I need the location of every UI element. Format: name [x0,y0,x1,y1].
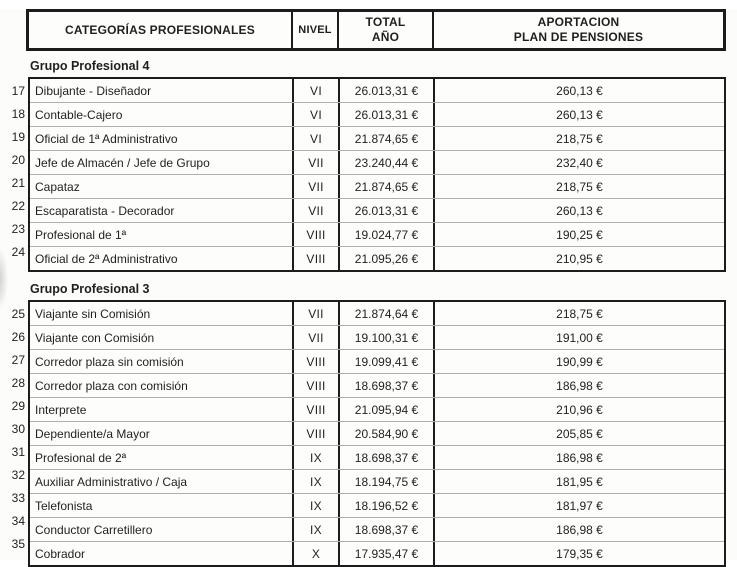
table-row [30,302,724,326]
table-row [30,103,724,127]
cell-nivel: VI [294,127,340,150]
cell-nivel: VIII [294,247,340,270]
table-row [30,175,724,199]
header-categorias-profesionales [29,12,293,48]
cell-nivel: VIII [294,350,340,373]
group-section [0,282,737,567]
cell-nivel: VII [294,175,340,198]
table-row [30,199,724,223]
header-aportacion-plan-pensiones [434,12,723,48]
cell-aportacion: 191,00 € [556,330,603,345]
table-row [30,446,724,470]
row-number: 18 [11,106,25,121]
header-categorias-label: CATEGORÍAS PROFESIONALES [65,22,255,37]
table-row [30,518,724,542]
row-number: 34 [11,513,25,528]
cell-category: Escaparatista - Decorador [30,199,294,222]
cell-nivel: IX [294,494,340,517]
cell-total-ano: 21.095,94 € [340,398,435,421]
table-row [30,542,724,565]
row-number-column [0,300,28,567]
cell-aportacion: 190,99 € [556,354,603,369]
cell-nivel: VII [294,151,340,174]
cell-category: Dependiente/a Mayor [30,422,294,445]
group-table [0,300,726,567]
cell-total-ano: 18.698,37 € [340,518,435,541]
row-number-column [0,77,28,272]
cell-total-ano: 17.935,47 € [340,542,435,565]
header-nivel-label: NIVEL [298,23,332,36]
cell-aportacion: 181,95 € [556,474,603,489]
row-number: 32 [11,467,25,482]
cell-category: Dibujante - Diseñador [30,79,294,102]
table-row [30,79,724,103]
cell-aportacion: 179,35 € [556,546,603,561]
cell-category: Profesional de 1ª [30,223,294,246]
table-header-row [26,9,726,51]
cell-nivel: VII [294,302,340,325]
cell-category: Corredor plaza sin comisión [30,350,294,373]
cell-aportacion: 186,98 € [556,522,603,537]
cell-total-ano: 18.196,52 € [340,494,435,517]
cell-aportacion: 260,13 € [556,203,603,218]
group-table [0,77,726,272]
cell-category: Corredor plaza con comisión [30,374,294,397]
cell-aportacion: 190,25 € [556,227,603,242]
groups-container [0,59,737,567]
cell-total-ano: 18.194,75 € [340,470,435,493]
row-number: 23 [11,221,25,236]
table-row [30,374,724,398]
group-title: Grupo Profesional 4 [30,59,150,73]
table-row [30,326,724,350]
row-number: 17 [11,83,25,98]
cell-category: Conductor Carretillero [30,518,294,541]
cell-total-ano: 26.013,31 € [340,103,435,126]
row-number: 33 [11,490,25,505]
header-aportacion-line2: PLAN DE PENSIONES [513,30,644,44]
cell-category: Oficial de 2ª Administrativo [30,247,294,270]
cell-total-ano: 26.013,31 € [340,79,435,102]
row-number: 35 [11,536,25,551]
cell-aportacion: 218,75 € [556,179,603,194]
table-row [30,127,724,151]
cell-aportacion: 205,85 € [556,426,603,441]
cell-total-ano: 18.698,37 € [340,446,435,469]
cell-category: Jefe de Almacén / Jefe de Grupo [30,151,294,174]
cell-nivel: X [294,542,340,565]
row-number: 29 [11,398,25,413]
header-total-ano [339,12,434,48]
table-row [30,494,724,518]
group-title: Grupo Profesional 3 [30,282,150,296]
cell-aportacion: 186,98 € [556,378,603,393]
row-number: 21 [11,175,25,190]
cell-category: Interprete [30,398,294,421]
row-number: 19 [11,129,25,144]
cell-category: Viajante con Comisión [30,326,294,349]
table-row [30,223,724,247]
cell-aportacion: 181,97 € [556,498,603,513]
cell-category: Viajante sin Comisión [30,302,294,325]
cell-category: Cobrador [30,542,294,565]
row-number: 27 [11,352,25,367]
cell-nivel: VIII [294,398,340,421]
cell-total-ano: 19.024,77 € [340,223,435,246]
cell-total-ano: 26.013,31 € [340,199,435,222]
group-box [28,77,726,272]
cell-category: Oficial de 1ª Administrativo [30,127,294,150]
row-number: 30 [11,421,25,436]
cell-nivel: IX [294,446,340,469]
cell-total-ano: 21.874,65 € [340,175,435,198]
cell-nivel: VII [294,199,340,222]
group-section [0,59,737,272]
cell-category: Auxiliar Administrativo / Caja [30,470,294,493]
row-number: 25 [11,306,25,321]
table-row [30,350,724,374]
cell-aportacion: 218,75 € [556,306,603,321]
cell-nivel: IX [294,518,340,541]
row-number: 31 [11,444,25,459]
cell-aportacion: 232,40 € [556,155,603,170]
cell-total-ano: 19.100,31 € [340,326,435,349]
cell-nivel: VII [294,326,340,349]
header-aportacion-line1: APORTACION [537,15,620,29]
table-row [30,398,724,422]
row-number: 24 [11,244,25,259]
table-row [30,151,724,175]
cell-total-ano: 18.698,37 € [340,374,435,397]
cell-nivel: VIII [294,374,340,397]
header-nivel [293,12,339,48]
table-row [30,422,724,446]
cell-total-ano: 21.095,26 € [340,247,435,270]
cell-nivel: VIII [294,422,340,445]
scanned-salary-table-page [0,9,737,560]
cell-total-ano: 20.584,90 € [340,422,435,445]
row-number: 20 [11,152,25,167]
cell-nivel: VI [294,79,340,102]
cell-total-ano: 23.240,44 € [340,151,435,174]
cell-category: Telefonista [30,494,294,517]
row-number: 28 [11,375,25,390]
cell-aportacion: 260,13 € [556,83,603,98]
table-row [30,247,724,270]
header-total-line1: TOTAL [365,15,406,29]
cell-nivel: VI [294,103,340,126]
header-total-line2: AÑO [371,30,400,44]
cell-total-ano: 21.874,64 € [340,302,435,325]
cell-nivel: IX [294,470,340,493]
cell-total-ano: 19.099,41 € [340,350,435,373]
cell-total-ano: 21.874,65 € [340,127,435,150]
cell-nivel: VIII [294,223,340,246]
cell-aportacion: 210,95 € [556,251,603,266]
cell-aportacion: 186,98 € [556,450,603,465]
row-number: 22 [11,198,25,213]
group-box [28,300,726,567]
row-number: 26 [11,329,25,344]
table-row [30,470,724,494]
cell-aportacion: 260,13 € [556,107,603,122]
cell-aportacion: 210,96 € [556,402,603,417]
cell-aportacion: 218,75 € [556,131,603,146]
cell-category: Contable-Cajero [30,103,294,126]
cell-category: Capataz [30,175,294,198]
cell-category: Profesional de 2ª [30,446,294,469]
